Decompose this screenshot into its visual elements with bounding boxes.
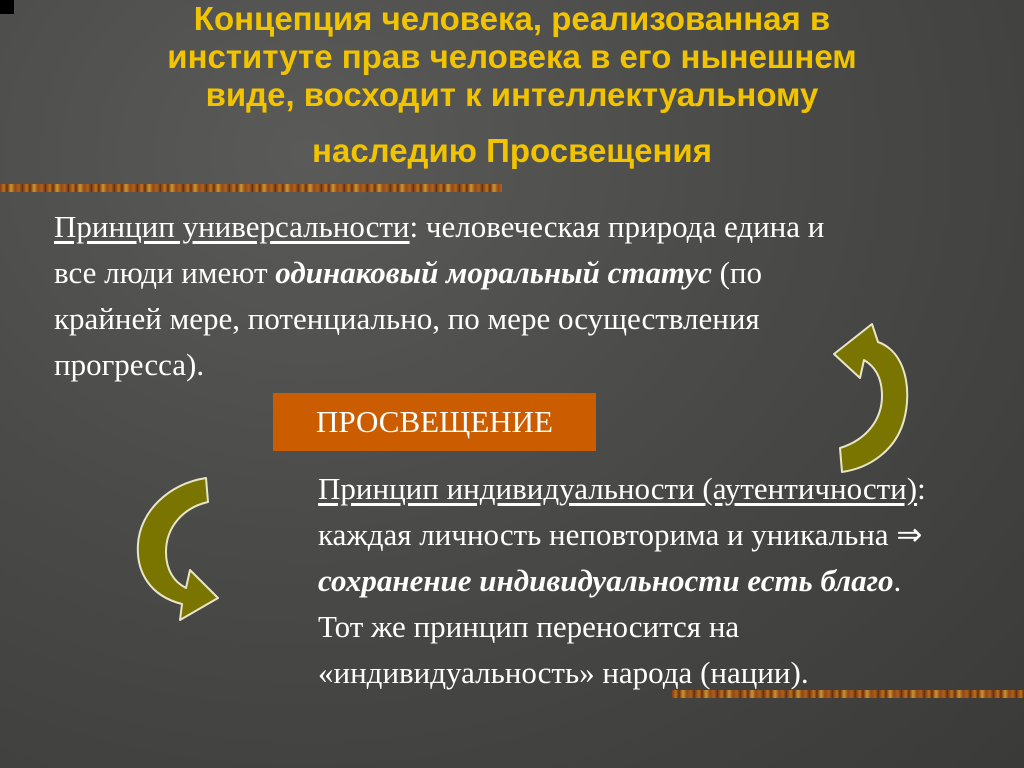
individuality-paragraph xyxy=(318,466,1018,696)
title-line-4: наследию Просвещения xyxy=(312,132,712,169)
universality-text-b: (по крайней мере, потенциально, по мере осуществления прогресса). xyxy=(54,255,763,382)
universality-term: Принцип универсальности xyxy=(54,209,410,244)
title-line-2: институте прав человека в его нынешнем xyxy=(167,38,857,75)
universality-paragraph xyxy=(54,204,854,388)
curved-arrow-left-icon xyxy=(126,474,226,624)
title-line-1: Концепция человека, реализованная в xyxy=(193,0,831,37)
individuality-emphasis: сохранение индивидуальности есть благо xyxy=(318,563,894,598)
universality-text-a: : человеческая природа едина и все люди имеют xyxy=(54,209,825,290)
enlightenment-badge: ПРОСВЕЩЕНИЕ xyxy=(273,393,596,451)
implies-symbol: ⇒ xyxy=(896,517,923,552)
individuality-term: Принцип индивидуальности (аутентичности) xyxy=(318,471,918,506)
slide-title xyxy=(40,0,984,170)
universality-emphasis: одинаковый моральный статус xyxy=(275,255,712,290)
title-line-3: виде, восходит к интеллектуальному xyxy=(205,76,819,113)
corner-mark xyxy=(0,0,14,14)
individuality-text-b: . xyxy=(893,563,902,598)
nation-transfer-text: Тот же принцип переносится на «индивидуальность» народа (нации). xyxy=(318,609,809,690)
individuality-text-a: : каждая личность неповторима и уникальна xyxy=(318,471,926,552)
curved-arrow-right-icon xyxy=(820,320,920,480)
decorative-stripe-top xyxy=(0,184,502,192)
